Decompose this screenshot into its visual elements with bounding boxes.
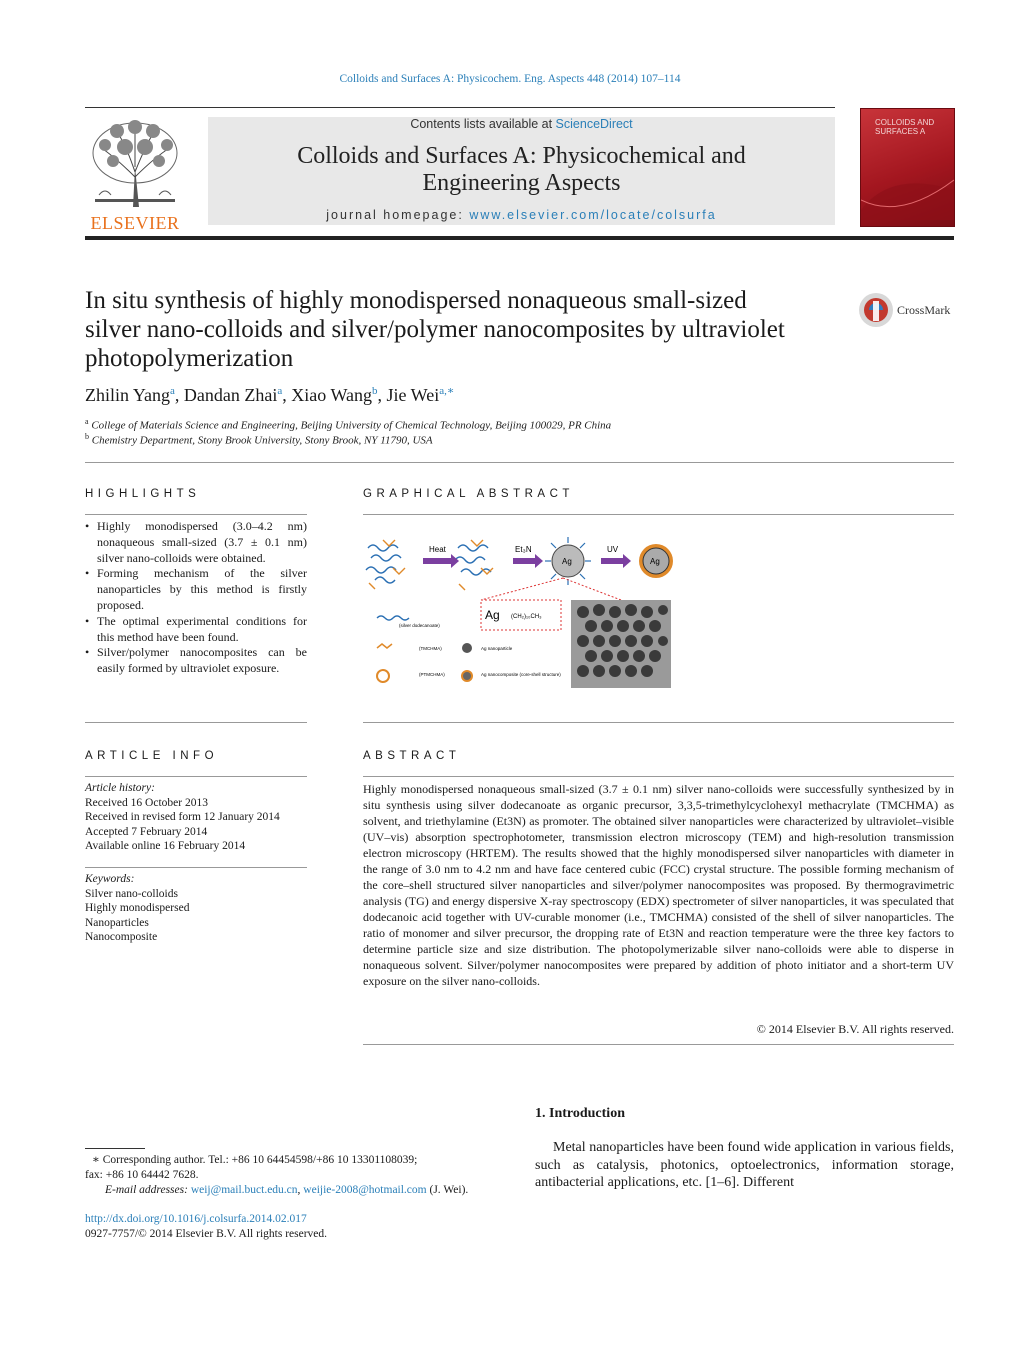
- keyword: Nanoparticles: [85, 916, 149, 929]
- header-thick-rule: [85, 236, 954, 240]
- author-name[interactable]: Dandan Zhai: [183, 385, 278, 405]
- heat-label: Heat: [429, 545, 446, 554]
- journal-homepage: journal homepage: www.elsevier.com/locate/colsurfa: [326, 208, 717, 222]
- doi-link[interactable]: http://dx.doi.org/10.1016/j.colsurfa.2014.02.017: [85, 1213, 307, 1225]
- elsevier-logo[interactable]: [85, 117, 185, 233]
- corresponding-author-note: ∗ Corresponding author. Tel.: +86 10 64454598/+86 10 13301108039;: [92, 1154, 418, 1166]
- cover-title: COLLOIDS AND SURFACES A: [875, 118, 935, 136]
- keyword: Nanocomposite: [85, 931, 158, 943]
- divider: [363, 514, 954, 515]
- abstract-heading: ABSTRACT: [363, 750, 461, 762]
- author-name[interactable]: Jie Wei: [386, 385, 440, 405]
- legend-label: Ag nanocomposite (core-shell structure): [481, 672, 561, 677]
- divider: [85, 514, 307, 515]
- affiliation-b: $^b$ Chemistry Department, Stony Brook University, Stony Brook, NY 11790, USA: [85, 432, 433, 447]
- elsevier-tree-icon: [85, 117, 185, 209]
- introduction-heading: 1. Introduction: [535, 1106, 625, 1121]
- abstract-copyright: © 2014 Elsevier B.V. All rights reserved.: [756, 1022, 954, 1036]
- elsevier-wordmark: ELSEVIER: [90, 213, 180, 233]
- email-link[interactable]: weij@mail.buct.edu.cn: [190, 1184, 298, 1196]
- list-item: • Forming mechanism of the silver nanoparticles by this method is firstly proposed.: [85, 566, 307, 613]
- email-note: E-mail addresses: weij@mail.buct.edu.cn, weijie-2008@hotmail.com (J. Wei).: [105, 1184, 469, 1196]
- keyword: Silver nano-colloids: [85, 887, 178, 900]
- list-item: • Highly monodispersed (3.0–4.2 nm) nonaqueous small-sized (3.7 ± 0.1 nm) silver nano-colloids were obtained.: [85, 519, 307, 566]
- journal-cover[interactable]: [860, 108, 955, 227]
- legend-label: (silver dodecanoate): [399, 623, 440, 628]
- header-rule: [85, 107, 835, 108]
- divider: [85, 462, 954, 463]
- uv-label: UV: [607, 545, 619, 554]
- graphical-abstract-heading: GRAPHICAL ABSTRACT: [363, 488, 574, 500]
- journal-citation[interactable]: Colloids and Surfaces A: Physicochem. Eng. Aspects 448 (2014) 107–114: [339, 73, 681, 85]
- fax-note: fax: +86 10 64442 7628.: [85, 1169, 199, 1181]
- crossmark-icon: [858, 292, 894, 328]
- divider: [85, 722, 307, 723]
- divider: [363, 1044, 954, 1045]
- et3n-label: Et₃N: [515, 545, 532, 554]
- cover-art-icon: [861, 160, 954, 220]
- article-history: Article history: Received 16 October 2013 Received in revised form 12 January 2014 Accepted 7 February 2014 Available online 16 February 2014: [85, 782, 280, 852]
- sciencedirect-link[interactable]: ScienceDirect: [555, 117, 633, 131]
- keyword: Highly monodispersed: [85, 902, 190, 914]
- divider: [85, 776, 307, 777]
- contents-line: Contents lists available at ScienceDirect: [410, 117, 633, 131]
- list-item: • The optimal experimental conditions for this method have been found.: [85, 614, 307, 646]
- legend-label: (TMCHMA): [419, 646, 442, 651]
- reaction-scheme-diagram: [363, 528, 683, 693]
- article-info-heading: ARTICLE INFO: [85, 750, 219, 762]
- highlights-list: [85, 519, 307, 677]
- abstract-text: Highly monodispersed nonaqueous small-sized (3.7 ± 0.1 nm) silver nano-colloids were successfully synthesized by in situ synthesis using silver dodecanoate as organic precursor, 3,3,5-trimethylcyclohexyl methacrylate (TMCHMA) as solvent, and triethylamine (Et3N) as promoter. The obtained silver nanoparticles were characterized by ultraviolet–visible (UV–vis) absorption spectrophotometer, transmission electron microscopy (TEM) and high-resolution transmission electron microscopy (HRTEM). The results showed that the highly monodispersed silver nanoparticles with diameter in the range of 3.0 nm to 4.2 nm and have face centered cubic (FCC) crystal structure. The possible forming mechanism of the core–shell structured silver nanoparticles and silver/polymer nanocomposites was proposed. By thermogravimetric analysis (TG) and energy dispersive X-ray spectroscopy (EDX) spectrometer of silver nanoparticles, it was speculated that dodecanoic acid together with UV-curable monomer (i.e., TMCHMA) consisted of the shell of silver nanoparticles. The ratio of monomer and silver precursor, the dropping rate of Et3N and reaction temperature were the three key factors to determine particle size and size distribution. The photopolymerizable silver nano-colloids were able to disperse in nonaqueous solvent. Silver/polymer nanocomposites were prepared by addition of photo initiator and a short-term UV exposure on the silver nano-colloids.: [363, 782, 954, 988]
- crossmark-label: CrossMark: [897, 303, 951, 317]
- issn-line: 0927-7757/© 2014 Elsevier B.V. All rights reserved.: [85, 1228, 328, 1240]
- homepage-link[interactable]: www.elsevier.com/locate/colsurfa: [469, 208, 717, 222]
- author-name[interactable]: Zhilin Yang: [85, 385, 171, 405]
- list-item: • Silver/polymer nanocomposites can be easily formed by ultraviolet exposure.: [85, 645, 307, 677]
- ag-label: Ag: [562, 557, 572, 566]
- divider: [363, 722, 954, 723]
- author-name[interactable]: Xiao Wang: [291, 385, 372, 405]
- inset-ag-label: Ag: [485, 608, 500, 622]
- divider: [363, 776, 954, 777]
- author-list: Zhilin Yang$^a$, Dandan Zhai$^a$, Xiao Wang$^b$, Jie Wei$^{a,∗}$: [85, 385, 455, 405]
- keywords: Keywords: Silver nano-colloids Highly monodispersed Nanoparticles Nanocomposite: [85, 872, 307, 945]
- legend-label: (PTMCHMA): [419, 672, 445, 677]
- graphical-abstract-figure[interactable]: [363, 528, 683, 693]
- crossmark-badge[interactable]: [858, 292, 958, 330]
- highlights-heading: HIGHLIGHTS: [85, 488, 201, 500]
- journal-title[interactable]: Colloids and Surfaces A: Physicochemical and Engineering Aspects: [297, 143, 746, 196]
- introduction-text: Metal nanoparticles have been found wide application in various fields, such as catalysis, photonics, optoelectronics, information storage, antibacterial applications, etc. [1–6]. Different: [535, 1140, 954, 1190]
- footnote-rule: [85, 1148, 145, 1149]
- inset-formula: (CH₂)₁₀CH₃: [511, 614, 542, 620]
- divider: [85, 867, 307, 868]
- legend-label: Ag nanoparticle: [481, 646, 513, 651]
- ag-composite-label: Ag: [650, 557, 660, 566]
- affiliation-a: $^a$ College of Materials Science and Engineering, Beijing University of Chemical Technology, Beijing 100029, PR China: [85, 417, 612, 432]
- article-title: In situ synthesis of highly monodispersed nonaqueous small-sized silver nano-colloids and silver/polymer nanocomposites by ultraviolet photopolymerization: [85, 287, 785, 372]
- email-link[interactable]: weijie-2008@hotmail.com: [303, 1184, 427, 1196]
